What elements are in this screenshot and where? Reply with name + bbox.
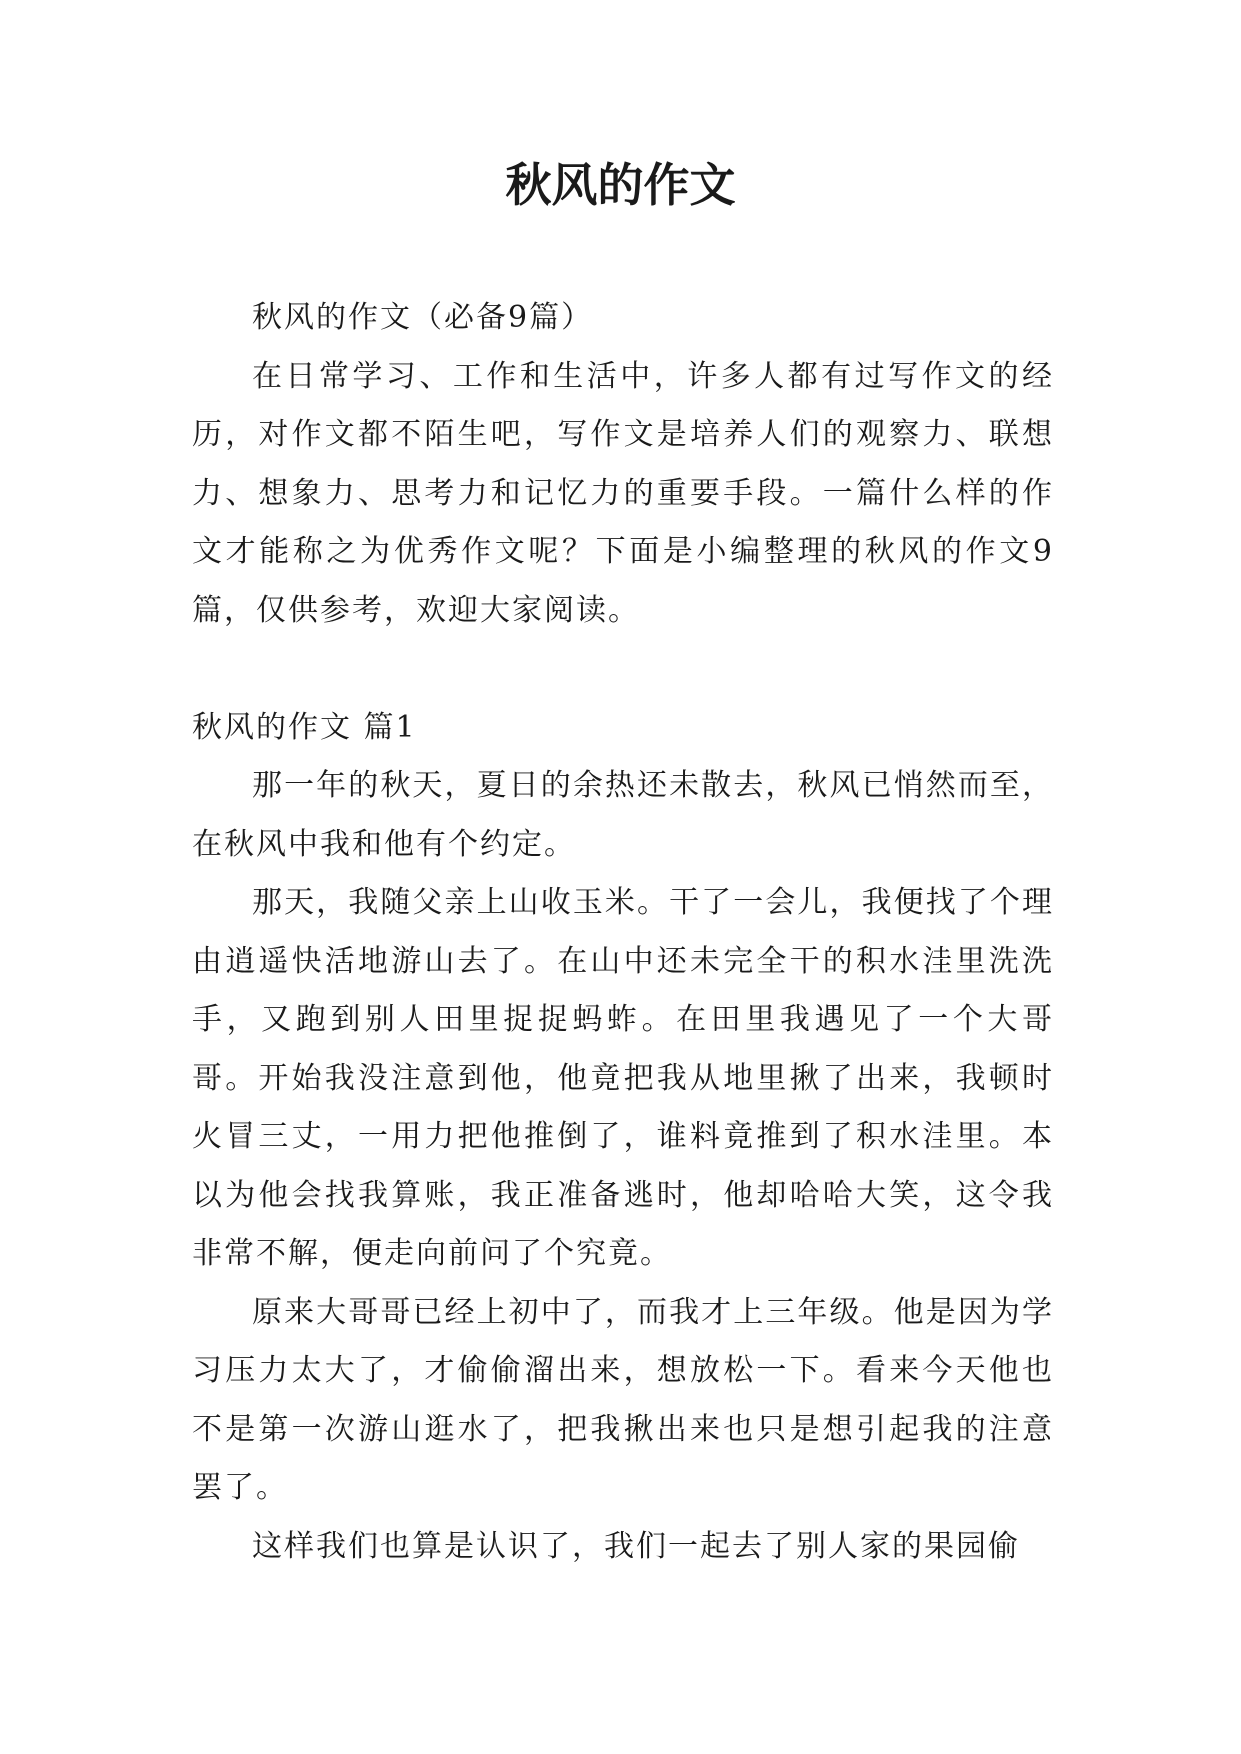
- body-paragraph: 那天，我随父亲上山收玉米。干了一会儿，我便找了个理由逍遥快活地游山去了。在山中还未完全干的积水洼里洗洗手，又跑到别人田里捉捉蚂蚱。在田里我遇见了一个大哥哥。开始我没注意到他，他竟把我从地里揪了出来，我顿时火冒三丈，一用力把他推倒了，谁料竟推到了积水洼里。本以为他会找我算账，我正准备逃时，他却哈哈大笑，这令我非常不解，便走向前问了个究竟。: [192, 885, 1054, 1271]
- document-title: 秋风的作文: [505, 158, 736, 212]
- section-heading: 秋风的作文 篇1: [192, 709, 417, 745]
- body-paragraph: 这样我们也算是认识了，我们一起去了别人家的果园偷: [252, 1528, 1020, 1564]
- body-paragraph: 原来大哥哥已经上初中了，而我才上三年级。他是因为学习压力太大了，才偷偷溜出来，想放松一下。看来今天他也不是第一次游山逛水了，把我揪出来也只是想引起我的注意罢了。: [192, 1294, 1054, 1505]
- intro-paragraph: 在日常学习、工作和生活中，许多人都有过写作文的经历，对作文都不陌生吧，写作文是培养人们的观察力、联想力、想象力、思考力和记忆力的重要手段。一篇什么样的作文才能称之为优秀作文呢？下面是小编整理的秋风的作文9篇，仅供参考，欢迎大家阅读。: [192, 358, 1054, 628]
- body-paragraph: 那一年的秋天，夏日的余热还未散去，秋风已悄然而至，在秋风中我和他有个约定。: [192, 768, 1054, 862]
- document-subtitle: 秋风的作文（必备9篇）: [252, 300, 594, 335]
- document-body: [192, 289, 1054, 1576]
